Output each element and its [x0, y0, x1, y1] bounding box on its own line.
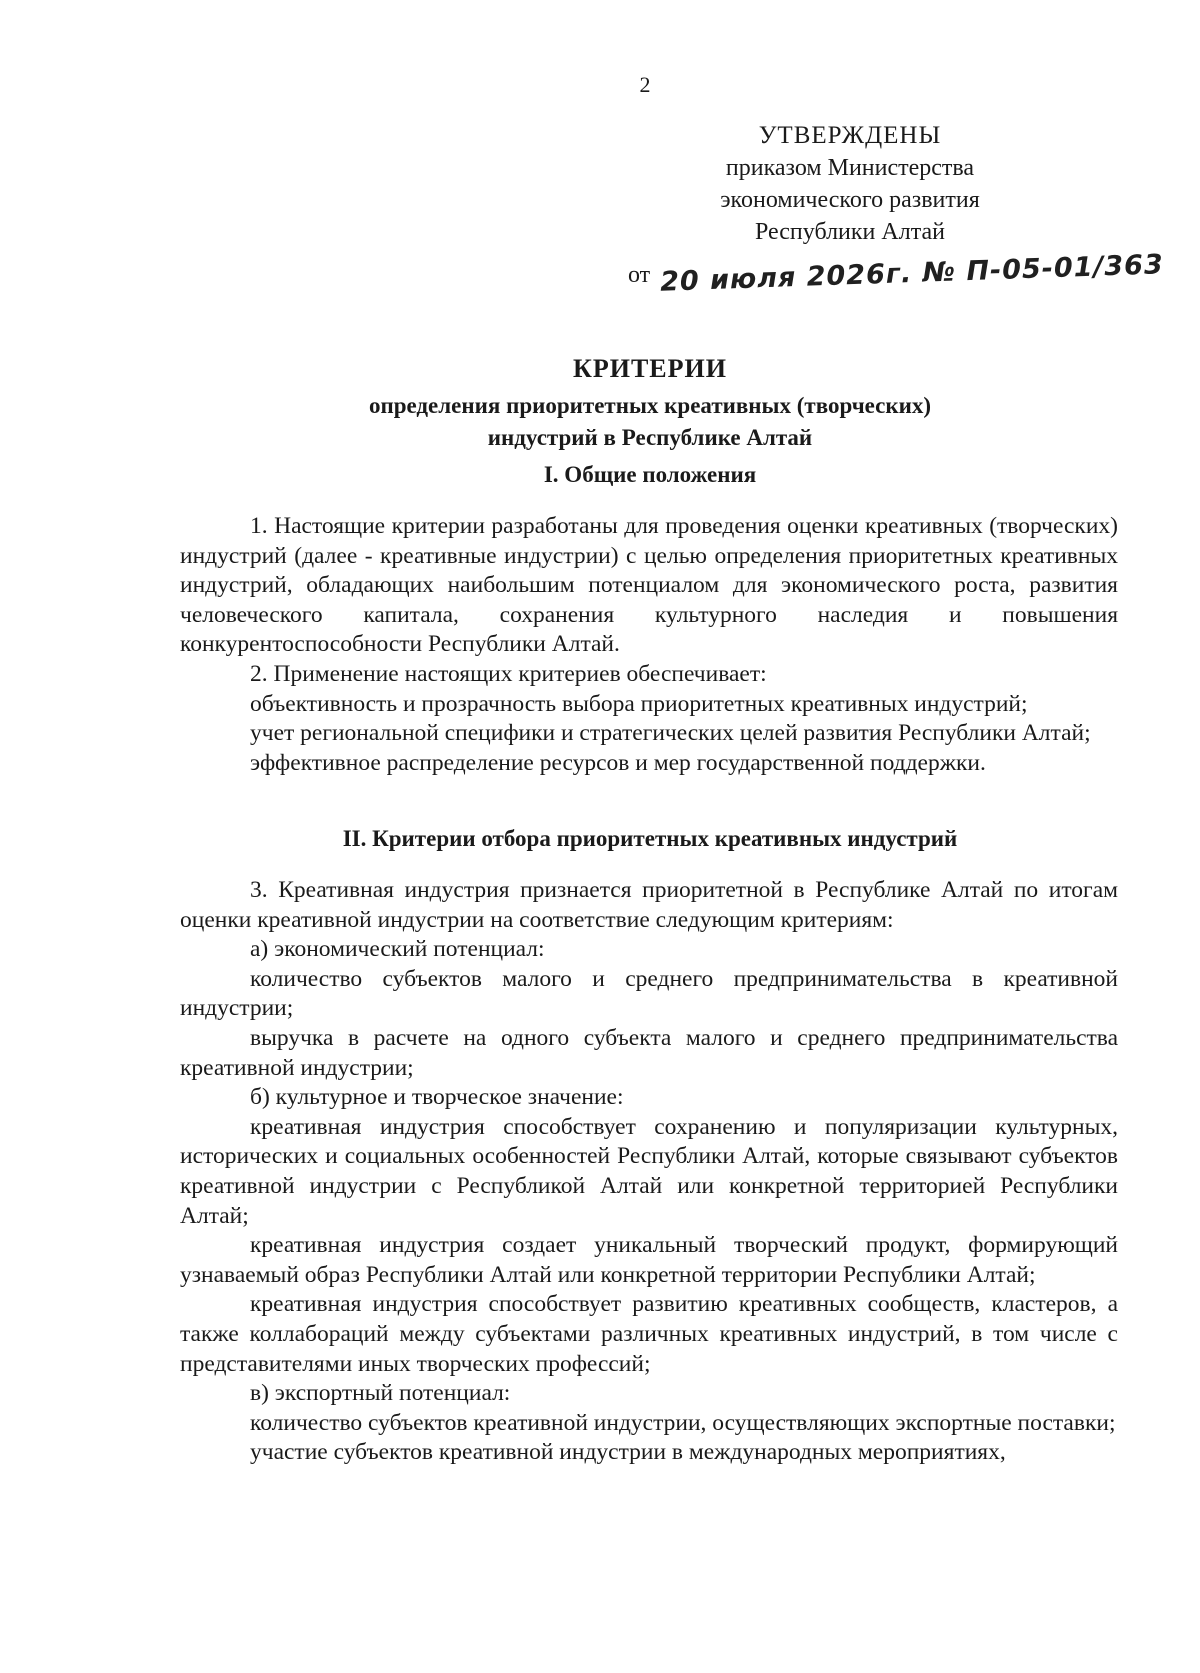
paragraph: 3. Креативная индустрия признается приоритетной в Республике Алтай по итогам оценки креативной индустрии на соответствие следующим критериям: [180, 877, 1118, 933]
section-1-heading: I. Общие положения [543, 462, 757, 487]
paragraph: а) экономический потенциал: [250, 936, 545, 963]
document-title: КРИТЕРИИ [573, 354, 727, 383]
order-prefix: от [628, 262, 651, 288]
section-2-heading: II. Критерии отбора приоритетных креативных индустрий [342, 826, 958, 851]
paragraph: в) экспортный потенциал: [250, 1380, 511, 1407]
approval-block [640, 120, 1060, 248]
approval-line-3: Республики Алтай [755, 219, 945, 245]
paragraph: участие субъектов креативной индустрии в международных мероприятиях, [250, 1439, 1006, 1466]
paragraph: количество субъектов малого и среднего предпринимательства в креативной индустрии; [180, 965, 1118, 1022]
paragraph: креативная индустрия способствует развитию креативных сообществ, кластеров, а также коллабораций между субъектами различных креативных индустрий, в том числе с представителями иных творческих профессий; [180, 1291, 1118, 1377]
page-number: 2 [639, 72, 651, 97]
paragraph: 2. Применение настоящих критериев обеспечивает: [250, 660, 767, 687]
paragraph: креативная индустрия способствует сохранению и популяризации культурных, исторических и социальных особенностей Республики Алтай, которые связывают субъектов креативной индустрии с Республикой Алтай или конкретной территорией Республики Алтай; [180, 1113, 1118, 1229]
approval-line-2: экономического развития [720, 187, 980, 213]
handwritten-order-date-number: 20 июля 2026г. № П-05-01/363 [659, 249, 1165, 298]
paragraph: выручка в расчете на одного субъекта малого и среднего предпринимательства креативной индустрии; [180, 1024, 1118, 1081]
paragraph: количество субъектов креативной индустрии, осуществляющих экспортные поставки; [250, 1409, 1116, 1436]
paragraph: объективность и прозрачность выбора приоритетных креативных индустрий; [250, 690, 1028, 717]
order-date-line [628, 249, 1165, 298]
approval-word: УТВЕРЖДЕНЫ [758, 122, 942, 149]
paragraph: креативная индустрия создает уникальный творческий продукт, формирующий узнаваемый образ Республики Алтай или конкретной территории Республики Алтай; [180, 1232, 1118, 1288]
section-2-body [180, 876, 1118, 1468]
document-subtitle: определения приоритетных креативных (творческих) индустрий в Республике Алтай [368, 393, 932, 450]
approval-line-1: приказом Министерства [725, 155, 975, 181]
paragraph: эффективное распределение ресурсов и мер государственной поддержки. [250, 749, 986, 776]
section-1-body [180, 512, 1118, 778]
paragraph: 1. Настоящие критерии разработаны для проведения оценки креативных (творческих) индустрий (далее - креативные индустрии) с целью определения приоритетных креативных индустрий, обладающих наибольшим потенциалом для экономического роста, развития человеческого капитала, сохранения культурного наследия и повышения конкурентоспособности Республики Алтай. [180, 513, 1118, 658]
paragraph: учет региональной специфики и стратегических целей развития Республики Алтай; [250, 720, 1091, 747]
paragraph: б) культурное и творческое значение: [250, 1084, 624, 1111]
document-title-block [180, 352, 1120, 454]
